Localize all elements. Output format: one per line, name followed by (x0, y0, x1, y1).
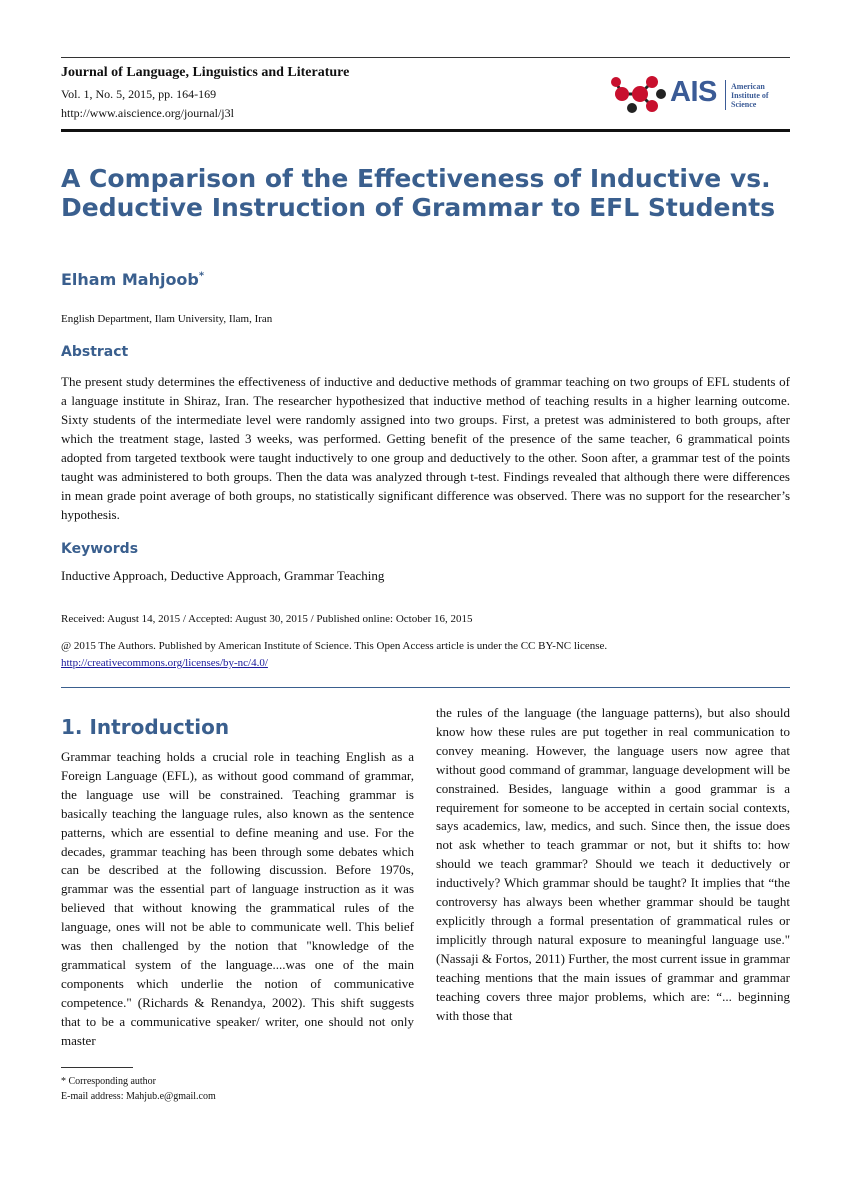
keywords-heading: Keywords (61, 541, 139, 557)
top-rule (61, 57, 790, 58)
intro-left-column: Grammar teaching holds a crucial role in teaching English as a Foreign Language (EFL), as without good command of grammar, the language use will be constrained. Teaching grammar is basically teaching the language rules, also known as the sentence patterns, which are essential to define meaning and use. For the decades, grammar teaching has been through some debates which can be described at the following discussion. Before 1970s, grammar was the essential part of language instruction as it was believed that without knowing the grammatical rules of the language, ones will not be able to communicate well. This belief was then challenged by the notion that "knowledge of the grammatical system of the language....was one of the main components which underlie the notion of communicative competence." (Richards & Renandya, 2002). This shift suggests that to be a communicative speaker/ writer, one should not only master (61, 749, 414, 1048)
author-affiliation: English Department, Ilam University, Ilam, Iran (61, 313, 273, 325)
intro-right-column: the rules of the language (the language patterns), but also should know how these rules are put together in real communication to convey meaning. However, the language users now agree that without good command of grammar, language development will be constrained. Besides, language within a good grammar is a requirement for someone to be accepted in certain social contexts, says academics, law, medics, and such. Since then, the issue does not ask whether to teach grammar or not, but it shifts to: how should we teach grammar? Should we teach it deductively or inductively? Which grammar should be taught? It implies that “the controversy has always been whether grammar should be taught explicitly through a formal presentation of grammatical rules or implicitly through natural exposure to meaningful language use." (Nassaji & Fortos, 2011) Further, the most current issue in grammar teaching mentions that the main issues of grammar and grammar teaching covers three major problems, which are: “... beginning with those that (436, 705, 790, 1023)
section-rule (61, 687, 790, 688)
logo-acronym: AIS (670, 76, 717, 108)
license-block (61, 638, 607, 672)
abstract-text: The present study determines the effectiveness of inductive and deductive methods of grammar teaching on two groups of EFL students of a language institute in Shiraz, Iran. The researcher hypothesized that inductive method of teaching results in a higher learning outcome. Sixty students of the intermediate level were randomly assigned into two groups. First, a pretest was administered to both groups, after which the treatment stage, lasted 3 weeks, was performed. Getting benefit of the presence of the same teacher, 6 grammatical points adopted from targeted textbook were taught inductively to one group and deductively to the other. Soon after, a grammar test of the points taught was administered to both groups. Then the data was analyzed through t-test. Findings revealed that although there were differences in mean grade point average of both groups, no statistically significant difference was observed. There was no support for the researcher’s hypothesis. (61, 374, 790, 522)
ais-logo (608, 72, 788, 122)
logo-subtitle: American Institute of Science (731, 82, 769, 109)
publication-dates: Received: August 14, 2015 / Accepted: August 30, 2015 / Published online: October 16, 2015 (61, 613, 473, 625)
footnote-rule (61, 1067, 133, 1068)
ais-molecule-icon (608, 72, 668, 118)
header-rule (61, 129, 790, 132)
journal-name: Journal of Language, Linguistics and Literature (61, 65, 350, 80)
journal-volume: Vol. 1, No. 5, 2015, pp. 164-169 (61, 87, 217, 101)
license-text: @ 2015 The Authors. Published by American Institute of Science. This Open Access article is under the CC BY-NC license. (61, 640, 608, 652)
license-link[interactable]: http://creativecommons.org/licenses/by-nc/4.0/ (61, 657, 268, 669)
abstract-heading: Abstract (61, 344, 129, 360)
article-title: A Comparison of the Effectiveness of Inductive vs. Deductive Instruction of Grammar to EFL Students (61, 164, 776, 222)
intro-heading: 1. Introduction (61, 715, 230, 739)
footnote-corresponding: * Corresponding author (61, 1076, 156, 1087)
logo-divider (725, 80, 726, 110)
footnote-email: E-mail address: Mahjub.e@gmail.com (61, 1091, 216, 1102)
journal-url[interactable]: http://www.aiscience.org/journal/j3l (61, 106, 234, 120)
author-name: Elham Mahjoob* (61, 270, 205, 289)
keywords-text: Inductive Approach, Deductive Approach, Grammar Teaching (61, 568, 385, 583)
